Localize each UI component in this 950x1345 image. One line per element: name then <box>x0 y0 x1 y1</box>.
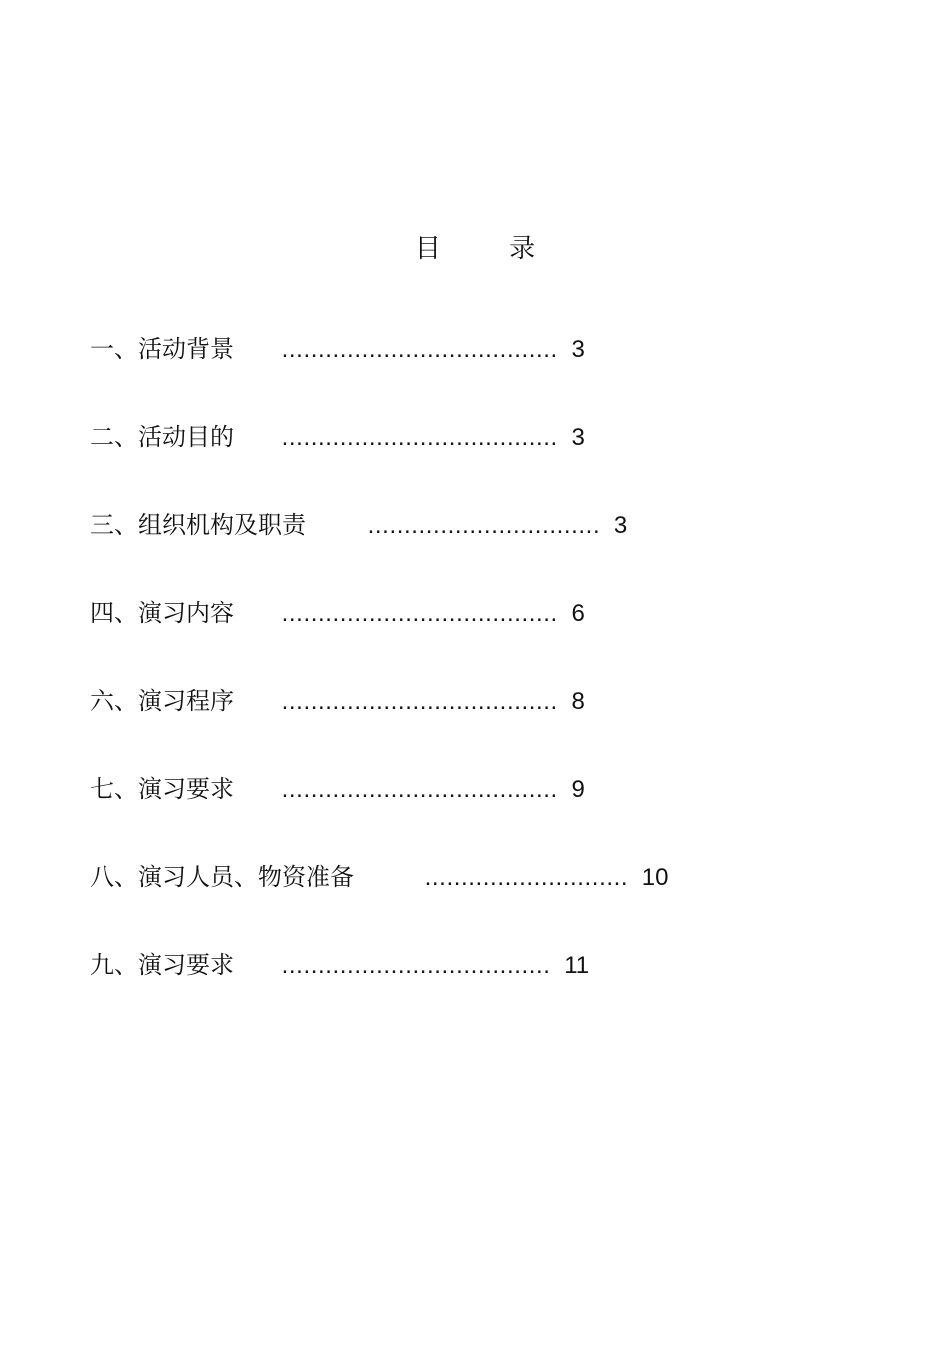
toc-entry-leader: ...................................... <box>281 600 558 627</box>
toc-entry-page: 3 <box>613 512 628 539</box>
toc-entry-8[interactable] <box>90 948 589 982</box>
toc-entry-page: 10 <box>641 864 669 891</box>
toc-entry-page: 3 <box>571 424 585 451</box>
toc-entry-1[interactable] <box>90 332 585 366</box>
toc-entry-label: 六、演习程序 <box>90 687 234 715</box>
toc-entry-label: 二、活动目的 <box>90 423 234 451</box>
page-title: 目 录 <box>414 234 566 264</box>
toc-entry-3[interactable] <box>90 508 627 542</box>
toc-entry-label: 九、演习要求 <box>90 951 234 979</box>
toc-entry-page: 3 <box>571 336 585 363</box>
toc-entry-page: 8 <box>571 688 585 715</box>
toc-entry-label: 四、演习内容 <box>90 599 234 627</box>
toc-entry-leader: ...................................... <box>281 336 558 363</box>
toc-entry-label: 一、活动背景 <box>90 335 234 363</box>
toc-entry-2[interactable] <box>90 420 585 454</box>
toc-entry-page: 9 <box>571 776 585 803</box>
toc-entry-leader: ..................................... <box>281 952 551 979</box>
toc-entry-leader: ...................................... <box>281 776 558 803</box>
toc-entry-label: 三、组织机构及职责 <box>90 511 306 539</box>
toc-entry-leader: ............................ <box>424 864 629 891</box>
toc-entry-page: 11 <box>564 952 590 979</box>
toc-entry-label: 八、演习人员、物资准备 <box>90 863 354 891</box>
toc-entry-4[interactable] <box>90 596 585 630</box>
toc-entry-7[interactable] <box>90 860 669 894</box>
toc-entry-leader: ...................................... <box>281 688 558 715</box>
toc-entry-page: 6 <box>571 600 585 627</box>
toc-entry-leader: ...................................... <box>281 424 558 451</box>
toc-entry-label: 七、演习要求 <box>90 775 234 803</box>
toc-entry-6[interactable] <box>90 772 585 806</box>
toc-entry-leader: ................................ <box>367 512 601 539</box>
toc-entry-5[interactable] <box>90 684 585 718</box>
